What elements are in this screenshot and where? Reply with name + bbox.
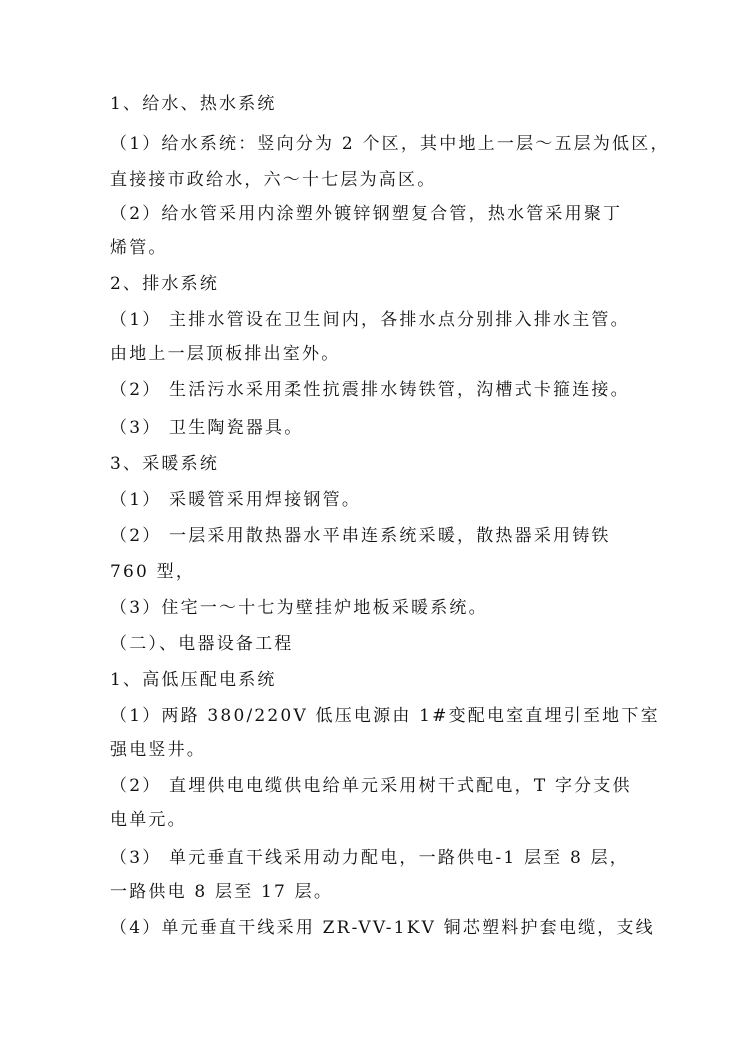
heading-electrical-equipment: （二）、电器设备工程 [110, 634, 294, 654]
paragraph-line: （4）单元垂直干线采用 ZR-VV-1KV 铜芯塑料护套电缆，支线 [110, 918, 655, 938]
paragraph-line: （1） 采暖管采用焊接钢管。 [110, 490, 362, 510]
paragraph-line: 强电竖井。 [110, 740, 206, 760]
heading-drainage-system: 2、排水系统 [110, 274, 220, 294]
paragraph-line: （2） 生活污水采用柔性抗震排水铸铁管，沟槽式卡箍连接。 [110, 380, 630, 400]
paragraph-line: 直接接市政给水，六～十七层为高区。 [110, 170, 437, 190]
paragraph-line: 烯管。 [110, 238, 168, 258]
paragraph-line: 电单元。 [110, 810, 187, 830]
heading-heating-system: 3、采暖系统 [110, 454, 220, 474]
paragraph-line: （3） 卫生陶瓷器具。 [110, 418, 304, 438]
paragraph-line: （1）给水系统：竖向分为 2 个区，其中地上一层～五层为低区， [110, 134, 670, 154]
heading-power-distribution-system: 1、高低压配电系统 [110, 670, 277, 690]
paragraph-line: （1）两路 380/220V 低压电源由 1#变配电室直埋引至地下室 [110, 706, 660, 726]
paragraph-line: 由地上一层顶板排出室外。 [110, 344, 341, 364]
paragraph-line: 一路供电 8 层至 17 层。 [110, 882, 334, 902]
paragraph-line: （2） 直埋供电电缆供电给单元采用树干式配电，T 字分支供 [110, 776, 632, 796]
paragraph-line: （2） 一层采用散热器水平串连系统采暖，散热器采用铸铁 [110, 526, 611, 546]
paragraph-line: （3）住宅一～十七为壁挂炉地板采暖系统。 [110, 598, 488, 618]
paragraph-line: （1） 主排水管设在卫生间内，各排水点分别排入排水主管。 [110, 310, 630, 330]
heading-water-supply-system: 1、给水、热水系统 [110, 94, 277, 114]
paragraph-line: 760 型， [110, 562, 196, 582]
paragraph-line: （2）给水管采用内涂塑外镀锌钢塑复合管，热水管采用聚丁 [110, 204, 623, 224]
paragraph-line: （3） 单元垂直干线采用动力配电，一路供电-1 层至 8 层， [110, 848, 630, 868]
